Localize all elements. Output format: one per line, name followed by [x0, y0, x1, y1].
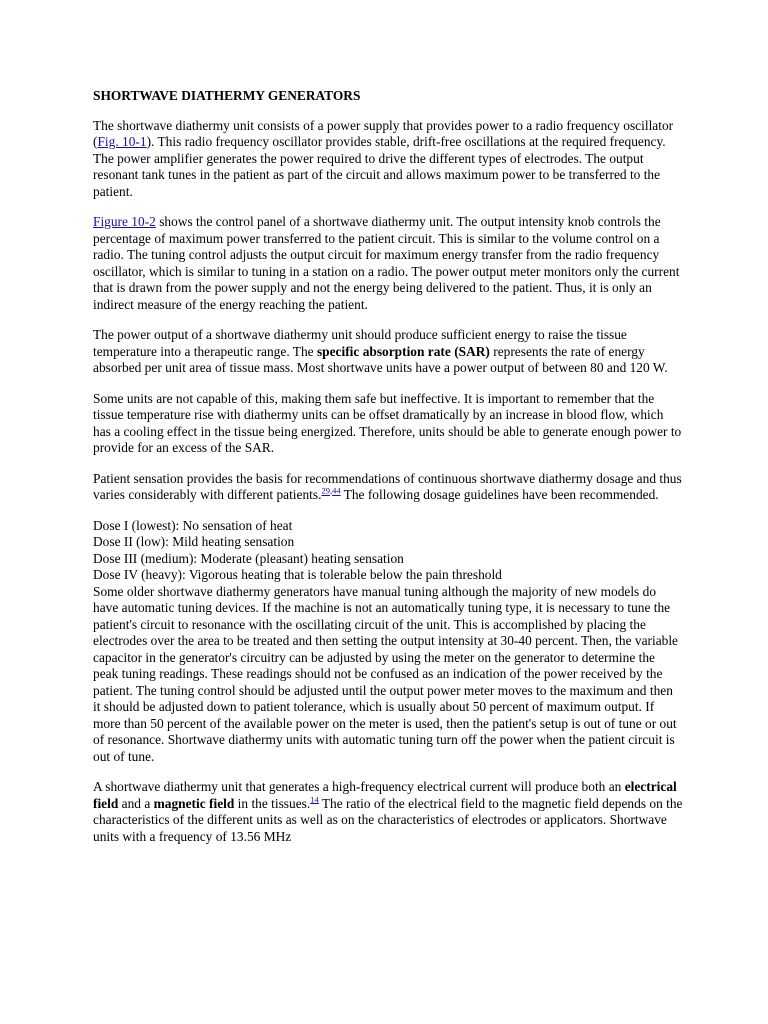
paragraph-1 [93, 118, 683, 201]
paragraph-3-text-b: represents the rate of energy absorbed per unit area of tissue mass. Most shortwave units have a power output of between 80 and 120 W. [93, 343, 668, 375]
reference-separator: , [329, 485, 333, 496]
reference-superscript [321, 486, 340, 496]
dose-item: Dose III (medium): Moderate (pleasant) heating sensation [93, 550, 404, 566]
dose-item: Dose I (lowest): No sensation of heat [93, 517, 293, 533]
paragraph-5-text-b: The following dosage guidelines have been recommended. [340, 487, 659, 502]
paragraph-7-text-b: and a [118, 795, 154, 811]
dose-item: Dose IV (heavy): Vigorous heating that is tolerable below the pain threshold [93, 567, 502, 582]
paragraph-3 [93, 327, 683, 377]
sar-term: specific absorption rate (SAR) [316, 343, 490, 359]
dose-list [93, 518, 683, 584]
paragraph-2-text: shows the control panel of a shortwave diathermy unit. The output intensity knob controls the percentage of maximum power transferred to the patient circuit. This is similar to the volume control on a radio. The tuning control adjusts the output circuit for maximum energy transfer from the radio frequency oscillator, which is similar to tuning in a station on a radio. The power output meter monitors only the current that is drawn from the power supply and not the energy being delivered to the patient. Thus, it is only an indirect measure of the energy reaching the patient. [93, 214, 680, 312]
paragraph-5-text-a: Patient sensation provides the basis for recommendations of continuous shortwave diathermy dosage and thus varies considerably with different patients. [93, 470, 682, 502]
document-page [93, 88, 683, 859]
paragraph-7-text-a: A shortwave diathermy unit that generates a high-frequency electrical current will produce both an [93, 779, 625, 794]
electrical-field-term: electrical field [93, 779, 677, 811]
dose-item: Dose II (low): Mild heating sensation [93, 534, 295, 549]
paragraph-1-text-a: The shortwave diathermy unit consists of a power supply that provides power to a radio frequency oscillator ( [93, 117, 674, 149]
figure-10-2-link[interactable]: Figure 10-2 [93, 214, 156, 229]
paragraph-4: Some units are not capable of this, making them safe but ineffective. It is important to remember that the tissue temperature rise with diathermy units can be offset dramatically by an increase in blood flow, which has a cooling effect in the tissue being energized. Therefore, units should be able to generate enough power to provide for an excess of the SAR. [93, 390, 682, 455]
reference-link-44[interactable]: 44 [332, 485, 341, 496]
paragraph-7-text-d: The ratio of the electrical field to the magnetic field depends on the characteristics of the different units as well as on the characteristics of electrodes or applicators. Shortwave units with a frequency of 13.56 MHz [93, 795, 683, 844]
paragraph-7 [93, 779, 683, 845]
paragraph-7-text-c: in the tissues. [234, 795, 311, 811]
paragraph-2 [93, 214, 683, 313]
paragraph-3-text-a: The power output of a shortwave diathermy unit should produce sufficient energy to raise the tissue temperature into a therapeutic range. The [93, 327, 627, 359]
paragraph-6: Some older shortwave diathermy generators have manual tuning although the majority of new models do have automatic tuning devices. If the machine is not an automatically tuning type, it is necessary to tune the patient's circuit to resonance with the oscillating circuit of the unit. This is accomplished by placing the electrodes over the area to be treated and then setting the output intensity at 30-40 percent. Then, the variable capacitor in the generator's circuitry can be adjusted by using the meter on the generator to determine the peak tuning readings. These readings should not be confused as an indication of the power received by the patient. The tuning control should be adjusted until the output power meter moves to the maximum and then it should be adjusted down to patient tolerance, which is usually about 50 percent of maximum output. If more than 50 percent of the available power on the meter is used, then the patient's setup is out of tune or out of resonance. Shortwave diathermy units with automatic tuning turn off the power when the patient circuit is out of tune. [93, 583, 679, 764]
paragraph-1-text-b: ). This radio frequency oscillator provides stable, drift-free oscillations at the required frequency. The power amplifier generates the power required to drive the different types of electrodes. The output resonant tank tunes in the patient as part of the circuit and allows maximum power to be transferred to the patient. [93, 134, 666, 199]
paragraph-5 [93, 471, 683, 504]
fig-10-1-link[interactable]: Fig. 10-1 [97, 134, 147, 149]
reference-superscript [310, 794, 319, 804]
magnetic-field-term: magnetic field [153, 795, 235, 811]
reference-link-29[interactable]: 29 [321, 485, 330, 496]
section-heading: SHORTWAVE DIATHERMY GENERATORS [93, 88, 361, 103]
reference-link-14[interactable]: 14 [310, 794, 319, 805]
